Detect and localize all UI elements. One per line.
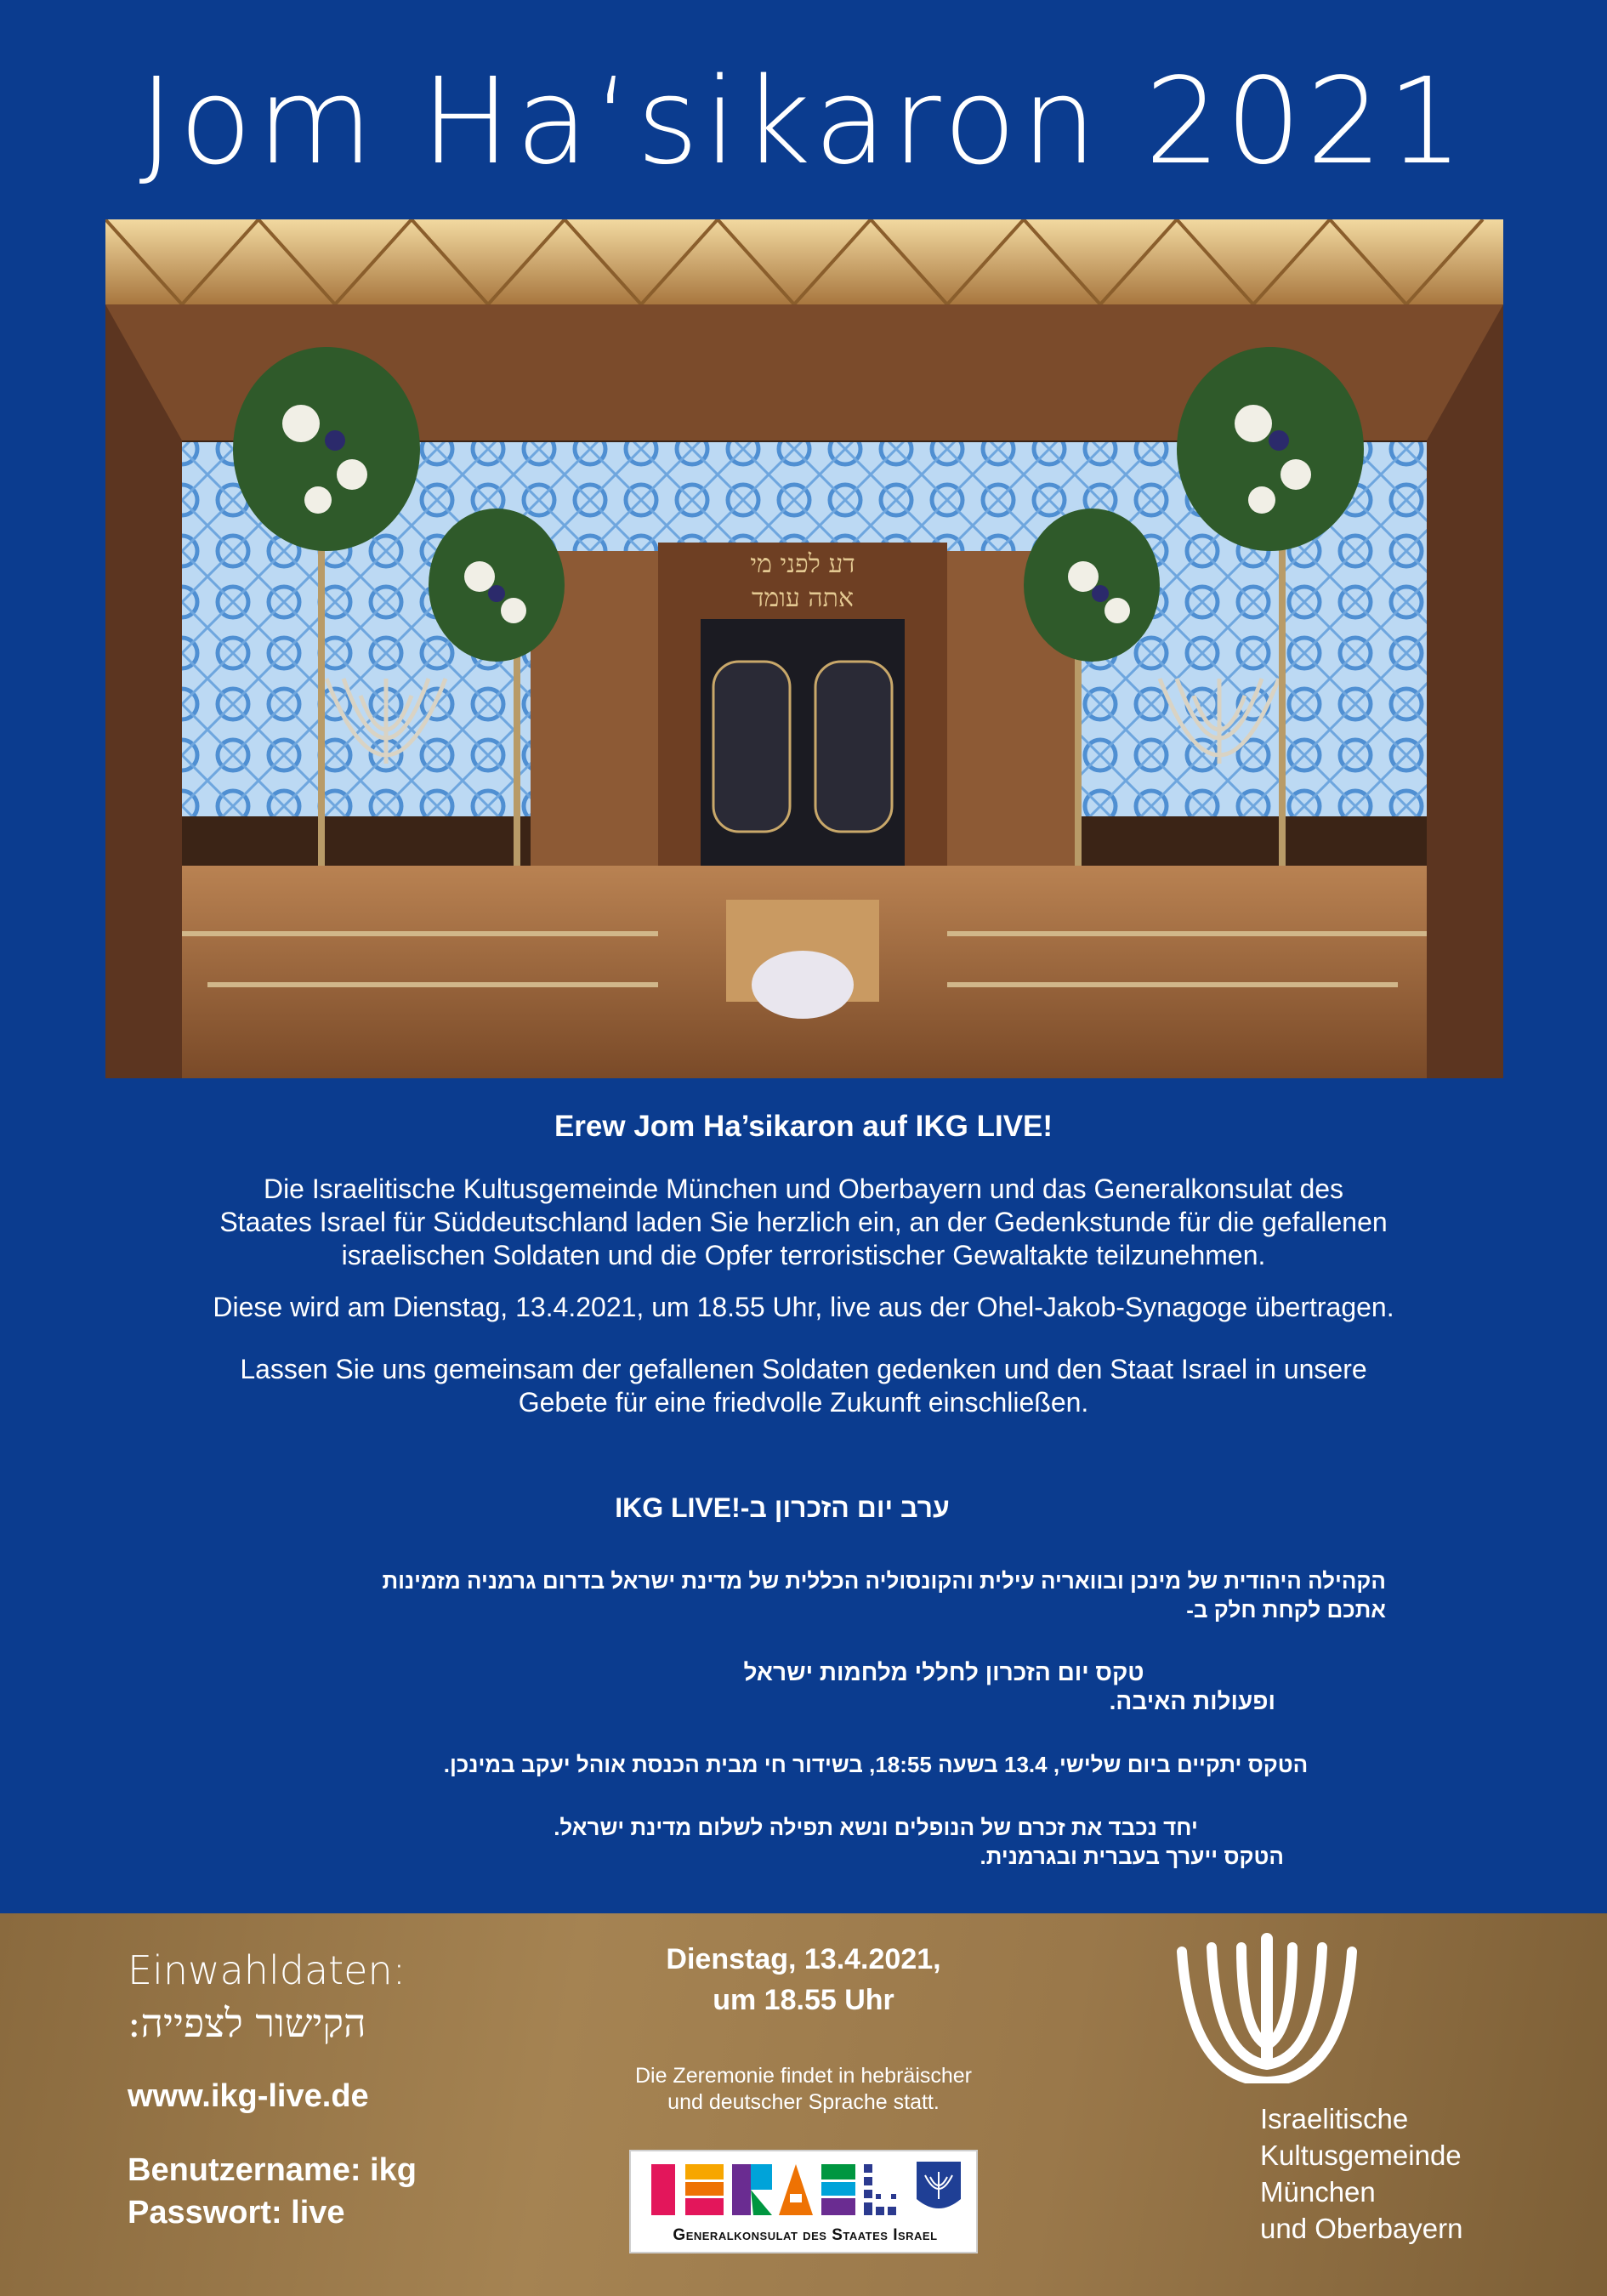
german-text-block xyxy=(85,1110,1522,1438)
hebrew-heading: ערב יום הזכרון ב-!IKG LIVE xyxy=(615,1492,950,1523)
dial-in-title: Einwahldaten: xyxy=(128,1947,406,1993)
event-time: um 18.55 Uhr xyxy=(713,1984,894,2016)
german-paragraph-schedule: Diese wird am Dienstag, 13.4.2021, um 18.55 Uhr, live aus der Ohel-Jakob-Synagoge übertragen. xyxy=(213,1292,1394,1322)
password-text: Passwort: live xyxy=(128,2195,345,2231)
language-note: Die Zeremonie findet in hebräischer und deutscher Sprache statt. xyxy=(634,2064,973,2114)
ark-inscription-bottom: אתה עומד xyxy=(752,583,854,613)
dial-in-info xyxy=(128,1947,604,2234)
event-date: Dienstag, 13.4.2021, xyxy=(666,1943,941,1975)
username-text: Benutzername: ikg xyxy=(128,2152,417,2188)
hebrew-paragraph-prayer: יחד נכבד את זכרם של הנופלים ונשא תפילה לשלום מדינת ישראל. הטקס ייערך בעברית ובגרמנית. xyxy=(554,1815,1284,1869)
hebrew-paragraph-ceremony: טקס יום הזכרון לחללי מלחמות ישראל ופעולות האיבה. xyxy=(743,1659,1275,1714)
german-heading: Erew Jom Ha’sikaron auf IKG LIVE! xyxy=(554,1110,1053,1143)
consulate-logo xyxy=(629,2150,978,2253)
ark-inscription-top: דע לפני מי xyxy=(750,549,855,579)
hebrew-paragraph-schedule: הטקס יתקיים ביום שלישי, 13.4 בשעה 18:55, בשידור חי מבית הכנסת אוהל יעקב במינכן. xyxy=(443,1752,1309,1777)
synagogue-interior-photo xyxy=(105,219,1503,1078)
stream-link[interactable]: www.ikg-live.de xyxy=(128,2078,369,2114)
hebrew-text-block xyxy=(281,1492,1386,1905)
hebrew-paragraph-invitation: הקהילה היהודית של מינכן ובוואריה עילית והקונסוליה הכללית של מדינת ישראל בדרום גרמניה מזמינות אתכם לקחת חלק ב- xyxy=(382,1568,1386,1623)
dial-in-title-hebrew: הקישור לצפייה: xyxy=(128,2000,366,2046)
consulate-name: Generalkonsulat des Staates Israel xyxy=(673,2226,938,2244)
israel-logo xyxy=(651,2160,906,2228)
page-title: Jom Ha‘sikaron 2021 xyxy=(139,53,1468,191)
synagogue-photo xyxy=(105,219,1503,1078)
menorah-emblem-icon xyxy=(1148,1930,1386,2083)
german-paragraph-prayer: Lassen Sie uns gemeinsam der gefallenen Soldaten gedenken und den Staat Israel in unsere Gebete für eine friedvolle Zukunft einschließen. xyxy=(240,1354,1367,1418)
ikg-name: Israelitische Kultusgemeinde München und Oberbayern xyxy=(1260,2103,1463,2244)
german-paragraph-invitation: Die Israelitische Kultusgemeinde München und Oberbayern und das Generalkonsulat des Staates Israel für Süddeutschland laden Sie herzlich ein, an der Gedenkstunde für die gefallenen israelischen Soldaten und die Opfer terroristischer Gewaltakte teilzunehmen. xyxy=(219,1174,1388,1270)
event-details xyxy=(544,1939,1063,2116)
israel-emblem-icon xyxy=(913,2160,964,2218)
